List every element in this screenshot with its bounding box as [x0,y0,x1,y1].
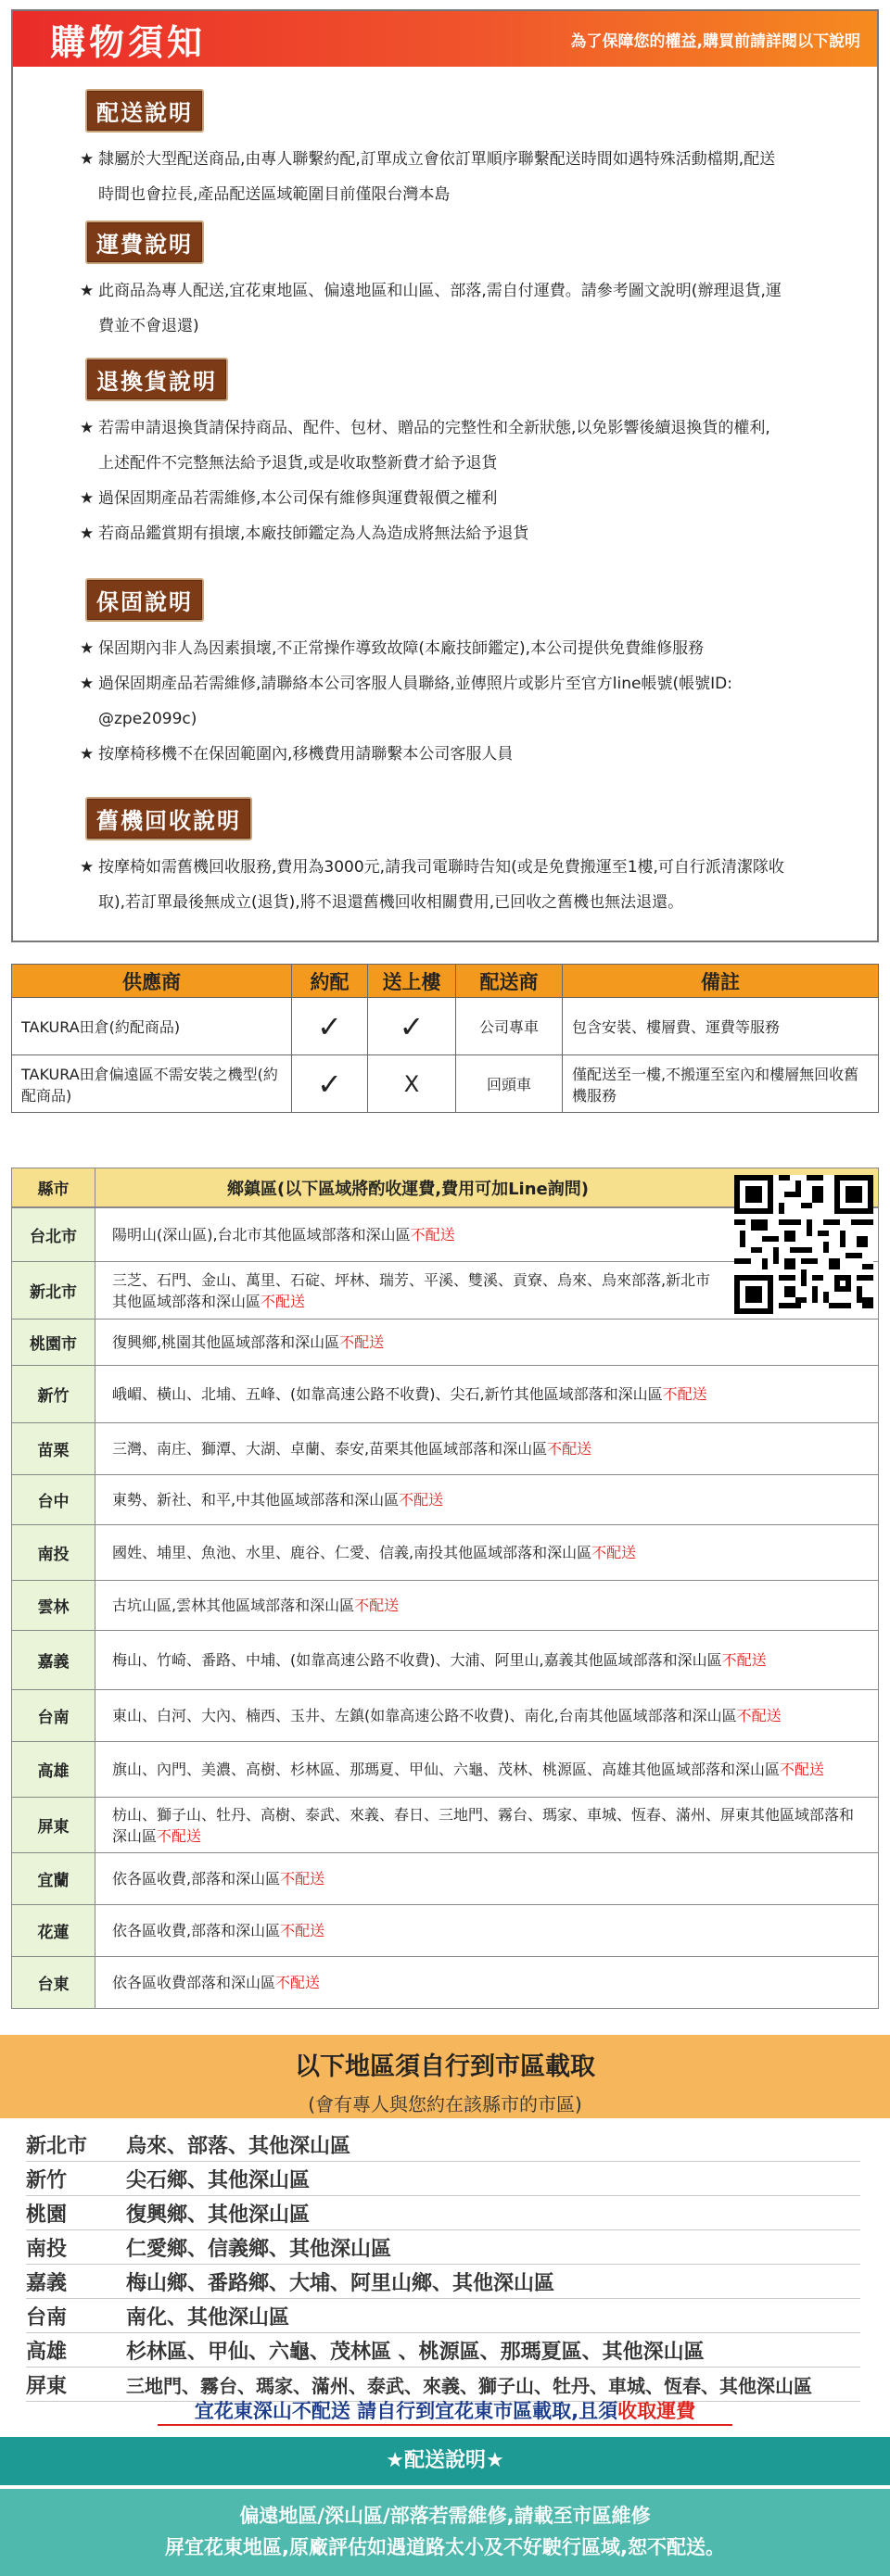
pickup-row [26,2333,888,2367]
table-row [12,1423,879,1475]
district-cell: 東勢、新社、和平,中其他區域部落和深山區不配送 [95,1475,879,1525]
notice-subtitle: 為了保障您的權益,購買前請詳閱以下說明 [570,32,860,51]
section-recycling [13,797,877,920]
supplier-table-header [12,965,879,998]
pickup-areas: 烏來、部落、其他深山區 [126,2134,351,2158]
pickup-areas: 三地門、霧台、瑪家、滿州、泰武、來義、獅子山、牡丹、車城、恆春、其他深山區 [126,2374,812,2397]
section-title: 退換貨說明 [85,358,228,401]
footer-line: 屏宜花東地區,原廠評估如遇道路太小及不好駛行區域,恕不配送。 [165,2536,725,2558]
note-underline [158,2424,732,2426]
table-row [12,1905,879,1957]
pickup-row [26,2128,888,2161]
city-cell: 雲林 [12,1581,95,1631]
city-cell: 苗栗 [12,1423,95,1475]
section-title: 保固說明 [85,578,204,622]
supplier-cell: TAKURA田倉(約配商品) [12,998,292,1055]
city-cell: 台東 [12,1957,95,2009]
city-cell: 屏東 [12,1798,95,1853]
city-cell: 嘉義 [12,1631,95,1690]
header-district: 鄉鎮區(以下區域將酌收運費,費用可加Line詢問) [95,1168,879,1207]
district-cell: 梅山、竹崎、番路、中埔、(如靠高速公路不收費)、大浦、阿里山,嘉義其他區域部落和深山區不配送 [95,1631,879,1690]
footer-line: 偏遠地區/深山區/部落若需維修,請載至市區維修 [239,2505,651,2527]
notice-item: ★ 若商品鑑賞期有損壞,本廠技師鑑定為人為造成將無法給予退貨 [80,524,529,543]
carrier-cell: 回頭車 [456,1055,563,1113]
pickup-row [26,2162,888,2195]
table-row [12,1742,879,1798]
pickup-row [26,2196,888,2229]
section-delivery [13,89,877,212]
pickup-areas: 梅山鄉、番路鄉、大埔、阿里山鄉、其他深山區 [126,2271,555,2295]
pickup-city: 南投 [26,2237,68,2261]
footer-title: ★配送說明★ [0,2437,890,2485]
notice-item: ★ 按摩椅移機不在保固範圍內,移機費用請聯繫本公司客服人員 [80,745,514,764]
district-cell: 峨嵋、橫山、北埔、五峰、(如靠高速公路不收費)、尖石,新竹其他區域部落和深山區不配送 [95,1366,879,1423]
notice-item: ★ 過保固期產品若需維修,本公司保有維修與運費報價之權利 [80,489,498,508]
district-cell: 陽明山(深山區),台北市其他區域部落和深山區不配送 [95,1208,879,1262]
table-row [12,1475,879,1525]
pickup-row [26,2265,888,2298]
pickup-areas: 復興鄉、其他深山區 [126,2203,311,2227]
district-cell: 三灣、南庄、獅潭、大湖、卓蘭、泰安,苗栗其他區域部落和深山區不配送 [95,1423,879,1475]
district-cell: 旗山、內門、美濃、高樹、杉林區、那瑪夏、甲仙、六龜、茂林、桃源區、高雄其他區域部落和深山區不配送 [95,1742,879,1798]
table-row [12,1798,879,1853]
table-row [12,998,879,1055]
district-cell: 依各區收費,部落和深山區不配送 [95,1853,879,1905]
header-city: 縣市 [12,1168,95,1207]
notice-item: ★ 若需申請退換貨請保持商品、配件、包材、贈品的完整性和全新狀態,以免影響後續退換貨的權利,上述配件不完整無法給予退貨,或是收取整新費才給予退貨 [80,419,770,473]
supplier-cell: TAKURA田倉偏遠區不需安裝之機型(約配商品) [12,1055,292,1113]
notice-item: ★ 保固期內非人為因素損壞,不正常操作導致故障(本廠技師鑑定),本公司提供免費維修服務 [80,639,705,658]
city-cell: 宜蘭 [12,1853,95,1905]
table-row [12,1581,879,1631]
shopping-notice [11,9,879,942]
pickup-subtitle: (會有專人與您約在該縣市的市區) [308,2093,582,2115]
city-cell: 新北市 [12,1262,95,1320]
city-cell: 高雄 [12,1742,95,1798]
header-note: 備註 [563,965,879,998]
pickup-row [26,2230,888,2264]
pickup-city: 屏東 [26,2374,68,2398]
qr-code-icon [734,1175,873,1314]
district-cell: 三芝、石門、金山、萬里、石碇、坪林、瑞芳、平溪、雙溪、貢寮、烏來、烏來部落,新北市其他區域部落和深山區不配送 [95,1262,879,1320]
footer-body [0,2489,890,2576]
section-title: 舊機回收說明 [85,797,252,840]
pickup-city: 台南 [26,2305,68,2330]
pickup-list [26,2128,888,2402]
header-supplier: 供應商 [12,965,292,998]
header-upstairs: 送上樓 [368,965,456,998]
district-cell: 東山、白河、大內、楠西、玉井、左鎮(如靠高速公路不收費)、南化,台南其他區域部落和深山區不配送 [95,1690,879,1742]
pickup-row [26,2299,888,2332]
pickup-city: 新竹 [26,2168,68,2192]
pickup-city: 嘉義 [26,2271,68,2295]
district-cell: 復興鄉,桃園其他區域部落和深山區不配送 [95,1320,879,1366]
carrier-cell: 公司專車 [456,998,563,1055]
section-warranty [13,578,877,772]
region-table-wrap [11,1168,879,2009]
notice-item: ★ 此商品為專人配送,宜花東地區、偏遠地區和山區、部落,需自付運費。請參考圖文說明(辦理退貨,運費並不會退還) [80,282,782,335]
table-row [12,1366,879,1423]
pickup-areas: 尖石鄉、其他深山區 [126,2168,311,2192]
notice-item: ★ 按摩椅如需舊機回收服務,費用為3000元,請我司電聯時告知(或是免費搬運至1樓,可自行派清潔隊收取),若訂單最後無成立(退貨),將不退還舊機回收相關費用,已回收之舊機也無法退還。 [80,858,784,912]
district-cell: 國姓、埔里、魚池、水里、鹿谷、仁愛、信義,南投其他區域部落和深山區不配送 [95,1525,879,1581]
district-cell: 枋山、獅子山、牡丹、高樹、泰武、來義、春日、三地門、霧台、瑪家、車城、恆春、滿州、屏東其他區域部落和深山區不配送 [95,1798,879,1853]
pickup-note: 宜花東深山不配送 請自行到宜花東市區載取,且須收取運費 [194,2400,696,2422]
district-cell: 依各區收費部落和深山區不配送 [95,1957,879,2009]
pickup-areas: 仁愛鄉、信義鄉、其他深山區 [126,2237,392,2261]
cross-icon: X [368,1055,456,1113]
table-row [12,1631,879,1690]
notice-item: ★ 過保固期產品若需維修,請聯絡本公司客服人員聯絡,並傳照片或影片至官方line帳號(帳號ID: @zpe2099c) [80,675,732,728]
city-cell: 南投 [12,1525,95,1581]
section-title: 配送說明 [85,89,204,133]
city-cell: 花蓮 [12,1905,95,1957]
region-table-body [11,1207,879,2009]
section-returns [13,358,877,551]
header-appointment: 約配 [292,965,368,998]
check-icon: ✓ [292,1055,368,1113]
table-row [12,1957,879,2009]
pickup-areas: 杉林區、甲仙、六龜、茂林區 、桃源區、那瑪夏區、其他深山區 [126,2340,705,2364]
city-cell: 新竹 [12,1366,95,1423]
city-cell: 台南 [12,1690,95,1742]
note-cell: 包含安裝、樓層費、運費等服務 [563,998,879,1055]
district-cell: 古坑山區,雲林其他區域部落和深山區不配送 [95,1581,879,1631]
notice-title: 購物須知 [50,21,207,63]
notice-header [13,11,877,67]
pickup-city: 新北市 [26,2134,88,2158]
header-carrier: 配送商 [456,965,563,998]
city-cell: 台北市 [12,1208,95,1262]
pickup-header [0,2035,890,2118]
section-title: 運費說明 [85,221,204,264]
table-row [12,1690,879,1742]
check-icon: ✓ [292,998,368,1055]
table-row [12,1525,879,1581]
district-cell: 依各區收費,部落和深山區不配送 [95,1905,879,1957]
pickup-title: 以下地區須自行到市區載取 [295,2052,595,2081]
pickup-city: 桃園 [26,2203,68,2227]
table-row [12,1320,879,1366]
pickup-areas: 南化、其他深山區 [126,2305,290,2330]
table-row [12,1055,879,1113]
supplier-table [11,964,879,1113]
notice-item: ★ 隸屬於大型配送商品,由專人聯繫約配,訂單成立會依訂單順序聯繫配送時間如遇特殊活動檔期,配送時間也會拉長,產品配送區域範圍目前僅限台灣本島 [80,150,776,204]
section-shipping-fee [13,221,877,344]
pickup-city: 高雄 [26,2340,68,2364]
table-row [12,1853,879,1905]
note-cell: 僅配送至一樓,不搬運至室內和樓層無回收舊機服務 [563,1055,879,1113]
city-cell: 桃園市 [12,1320,95,1366]
check-icon: ✓ [368,998,456,1055]
city-cell: 台中 [12,1475,95,1525]
